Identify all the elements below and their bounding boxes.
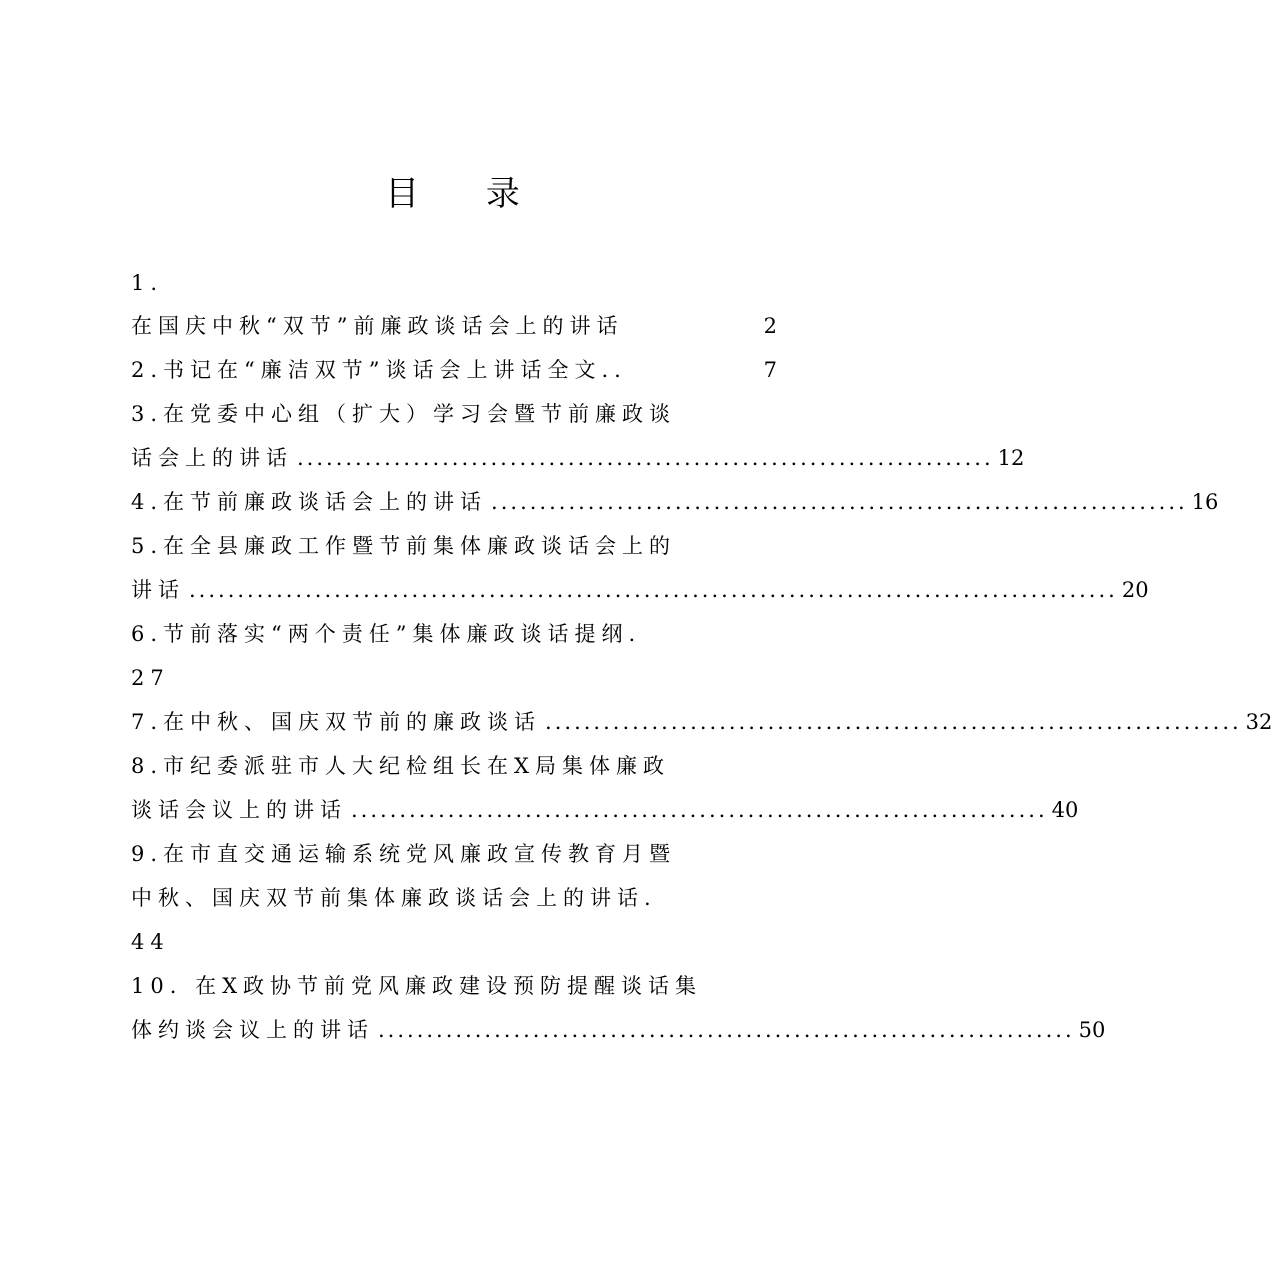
toc-page-number: 16: [1191, 490, 1219, 514]
toc-page-number: 50: [1078, 1018, 1106, 1042]
toc-entry[interactable]: [131, 575, 1149, 605]
toc-entry[interactable]: [131, 487, 1219, 517]
toc-leader: ........................................................................: [378, 1018, 1075, 1042]
toc-entry[interactable]: [131, 795, 1079, 825]
toc-entry-title: 谈话会议上的讲话: [131, 798, 347, 822]
toc-page-number: 27: [131, 666, 170, 690]
toc-entry[interactable]: [131, 355, 777, 385]
toc-page-number: 7: [763, 358, 777, 382]
toc-leader: ........................................................................: [491, 490, 1188, 514]
toc-entry[interactable]: [131, 1015, 1106, 1045]
toc-line-text: 1.: [131, 271, 164, 295]
toc-line-text: 10. 在X政协节前党风廉政建设预防提醒谈话集: [131, 974, 703, 998]
toc-page-number: 44: [131, 930, 170, 954]
toc-page-number: 40: [1051, 798, 1079, 822]
toc-entry-title: 2.书记在“廉洁双节”谈话会上讲话全文..: [131, 358, 627, 382]
toc-entry-title: 话会上的讲话: [131, 446, 293, 470]
toc-line-text: 9.在市直交通运输系统党风廉政宣传教育月暨: [131, 842, 677, 866]
toc-leader: ................................................................................................: [189, 578, 1118, 602]
page-title: 目 录: [385, 174, 548, 214]
toc-page-number: 2: [763, 314, 777, 338]
toc-line[interactable]: [131, 883, 777, 913]
toc-entry[interactable]: [131, 443, 1025, 473]
toc-page-number: 20: [1121, 578, 1149, 602]
toc-page-number: 12: [997, 446, 1025, 470]
toc-line[interactable]: [131, 971, 777, 1001]
toc-entry-title: 体约谈会议上的讲话: [131, 1018, 374, 1042]
toc-entry-title: 讲话: [131, 578, 185, 602]
toc-line-text: 中秋、国庆双节前集体廉政谈话会上的讲话.: [131, 886, 657, 910]
toc-line-text: 5.在全县廉政工作暨节前集体廉政谈话会上的: [131, 534, 677, 558]
toc-entry-title: 7.在中秋、国庆双节前的廉政谈话: [131, 710, 542, 734]
toc-line-text: 3.在党委中心组（扩大）学习会暨节前廉政谈: [131, 402, 677, 426]
toc-line-text: 8.市纪委派驻市人大纪检组长在X局集体廉政: [131, 754, 670, 778]
toc-leader: ........................................................................: [545, 710, 1242, 734]
toc-leader: ........................................................................: [297, 446, 994, 470]
toc-line-text: 6.节前落实“两个责任”集体廉政谈话提纲.: [131, 622, 642, 646]
toc-entry[interactable]: [131, 707, 1272, 737]
toc-line[interactable]: [131, 531, 777, 561]
toc-line: [131, 927, 777, 957]
toc-page-number: 32: [1245, 710, 1272, 734]
toc-line[interactable]: [131, 399, 777, 429]
toc-line: [131, 268, 777, 298]
toc-entry[interactable]: [131, 311, 777, 341]
toc-line: [131, 663, 777, 693]
toc-line[interactable]: [131, 619, 777, 649]
toc-entry-title: 在国庆中秋“双节”前廉政谈话会上的讲话: [131, 314, 624, 338]
toc-leader: ........................................................................: [351, 798, 1048, 822]
toc-entry-title: 4.在节前廉政谈话会上的讲话: [131, 490, 488, 514]
toc-line[interactable]: [131, 751, 777, 781]
toc-line[interactable]: [131, 839, 777, 869]
